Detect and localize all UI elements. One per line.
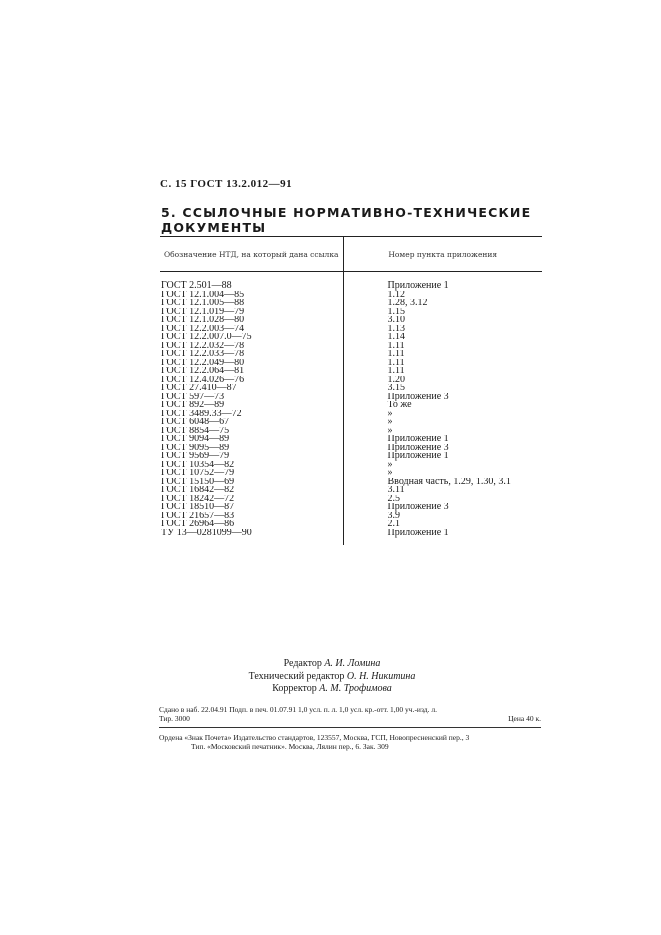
- corrector-name: А. М. Трофимова: [319, 683, 392, 694]
- tech-editor-role: Технический редактор: [248, 670, 345, 682]
- clause-cell: 1.14: [387, 333, 405, 342]
- document-cell: ГОСТ 26964—86: [160, 520, 343, 529]
- table-row: [160, 299, 542, 308]
- table-row: [160, 486, 542, 495]
- price: Цена 40 к.: [508, 713, 541, 723]
- credits-block: [232, 658, 432, 696]
- clause-cell: Приложение 1: [387, 452, 449, 461]
- table-row: [160, 316, 542, 325]
- table-row: [160, 495, 542, 504]
- table-row: [160, 410, 542, 419]
- document-cell: ГОСТ 12.4.026—76: [160, 376, 343, 385]
- document-cell: ГОСТ 12.1.004—85: [160, 291, 343, 300]
- publisher-line2: Тип. «Московский печатник». Москва, Лялин пер., 6. Зак. 309: [191, 742, 389, 751]
- document-cell: ГОСТ 12.1.019—79: [160, 308, 343, 317]
- clause-cell: Приложение 3: [387, 503, 449, 512]
- document-cell: ГОСТ 27.410—87: [160, 384, 343, 393]
- editor-role: Редактор: [283, 658, 322, 669]
- table-row: [160, 367, 542, 376]
- clause-cell: 1.12: [387, 290, 405, 299]
- table-row: [160, 427, 542, 436]
- document-cell: ГОСТ 892—89: [160, 401, 343, 410]
- table-row: [160, 308, 542, 317]
- document-cell: ГОСТ 597—73: [160, 393, 343, 402]
- document-cell: ГОСТ 21657—83: [160, 512, 343, 521]
- clause-cell: »: [387, 418, 393, 427]
- corrector-line: [232, 683, 432, 696]
- document-cell: ГОСТ 9569—79: [160, 452, 343, 461]
- document-cell: ГОСТ 18242—72: [160, 495, 343, 504]
- clause-cell: 1.13: [387, 324, 405, 333]
- table-row: [160, 529, 542, 546]
- table-row: [160, 376, 542, 385]
- clause-cell: 1.11: [387, 350, 405, 359]
- table-row: [160, 359, 542, 368]
- document-cell: ГОСТ 16842—82: [160, 486, 343, 495]
- table-row: [160, 520, 542, 529]
- clause-cell: »: [387, 426, 393, 435]
- table-row: [160, 469, 542, 478]
- table-body: [160, 272, 542, 546]
- editor-name: А. И. Ломина: [324, 658, 381, 669]
- document-cell: ГОСТ 8854—75: [160, 427, 343, 436]
- reference-documents-table: [160, 236, 542, 545]
- table-header-row: [160, 237, 542, 272]
- clause-cell: 3.15: [387, 384, 405, 393]
- clause-cell: »: [387, 460, 393, 469]
- document-cell: ТУ 13—0281099—90: [160, 529, 343, 546]
- document-cell: ГОСТ 12.2.032—78: [160, 342, 343, 351]
- tech-editor-line: [232, 671, 432, 684]
- table-row: [160, 291, 542, 300]
- table-row: [160, 418, 542, 427]
- corrector-role: Корректор: [272, 683, 317, 694]
- column-header-clause: Номер пункта приложения: [343, 237, 542, 272]
- document-cell: ГОСТ 12.2.064—81: [160, 367, 343, 376]
- table-row: [160, 342, 542, 351]
- clause-cell: 3.9: [387, 511, 400, 520]
- table-row: [160, 452, 542, 461]
- clause-cell: 1.15: [387, 307, 405, 316]
- table-row: [160, 384, 542, 393]
- publisher-line1: Ордена «Знак Почета» Издательство стандартов, 123557, Москва, ГСП, Новопресненский пер., 3: [159, 733, 470, 742]
- document-cell: ГОСТ 18510—87: [160, 503, 343, 512]
- table-row: [160, 350, 542, 359]
- document-cell: ГОСТ 2.501—88: [160, 272, 343, 291]
- table-row: [160, 444, 542, 453]
- clause-cell: 1.28, 3.12: [387, 299, 428, 308]
- table-row: [160, 435, 542, 444]
- table-row: [160, 478, 542, 487]
- print-details: [159, 706, 541, 728]
- table-row: [160, 512, 542, 521]
- clause-cell: Приложение 1: [387, 528, 449, 538]
- document-cell: ГОСТ 12.2.049—80: [160, 359, 343, 368]
- clause-cell: Приложение 1: [387, 280, 449, 291]
- document-cell: ГОСТ 15150—69: [160, 478, 343, 487]
- document-cell: ГОСТ 12.1.028—80: [160, 316, 343, 325]
- clause-cell: 1.20: [387, 375, 405, 384]
- print-run: Тир. 3000: [159, 713, 190, 723]
- publisher-info: [159, 733, 541, 751]
- document-cell: ГОСТ 3489.33—72: [160, 410, 343, 419]
- document-cell: ГОСТ 12.2.033—78: [160, 350, 343, 359]
- clause-cell: 1.11: [387, 341, 405, 350]
- table-row: [160, 333, 542, 342]
- table-row: [160, 503, 542, 512]
- column-header-document: Обозначение НТД, на который дана ссылка: [160, 237, 343, 272]
- table-row: [160, 401, 542, 410]
- clause-cell: 1.11: [387, 367, 405, 376]
- document-cell: ГОСТ 12.2.007.0—75: [160, 333, 343, 342]
- clause-cell: »: [387, 409, 393, 418]
- section-title: 5. ССЫЛОЧНЫЕ НОРМАТИВНО-ТЕХНИЧЕСКИЕ ДОКУМЕНТЫ: [161, 205, 532, 235]
- print-details-line2: [159, 715, 541, 724]
- table-row: [160, 461, 542, 470]
- clause-cell: Приложение 1: [387, 435, 449, 444]
- page-header: С. 15 ГОСТ 13.2.012—91: [160, 178, 293, 190]
- clause-cell: Приложение 3: [387, 443, 449, 452]
- print-details-line1: Сдано в наб. 22.04.91 Подп. в печ. 01.07.91 1,0 усл. п. л. 1,0 усл. кр.-отт. 1,00 уч.-изд. л.: [159, 705, 437, 714]
- clause-cell: 3.10: [387, 316, 405, 325]
- clause-cell: »: [387, 469, 393, 478]
- document-cell: ГОСТ 9094—89: [160, 435, 343, 444]
- document-cell: ГОСТ 6048—67: [160, 418, 343, 427]
- clause-cell: 2.5: [387, 494, 400, 503]
- table-row: [160, 272, 542, 291]
- table-row: [160, 393, 542, 402]
- document-cell: ГОСТ 12.2.003—74: [160, 325, 343, 334]
- document-cell: ГОСТ 10752—79: [160, 469, 343, 478]
- clause-cell: То же: [387, 401, 412, 410]
- document-cell: ГОСТ 10354—82: [160, 461, 343, 470]
- clause-cell: 1.11: [387, 358, 405, 367]
- clause-cell: Вводная часть, 1.29, 1.30, 3.1: [387, 477, 511, 486]
- tech-editor-name: О. Н. Никитина: [346, 670, 416, 682]
- editor-line: [232, 658, 432, 671]
- table-row: [160, 325, 542, 334]
- document-cell: ГОСТ 12.1.005—88: [160, 299, 343, 308]
- document-cell: ГОСТ 9095—89: [160, 444, 343, 453]
- clause-cell: 2.1: [387, 520, 400, 529]
- clause-cell: 3.11: [387, 486, 405, 495]
- clause-cell: Приложение 3: [387, 392, 449, 401]
